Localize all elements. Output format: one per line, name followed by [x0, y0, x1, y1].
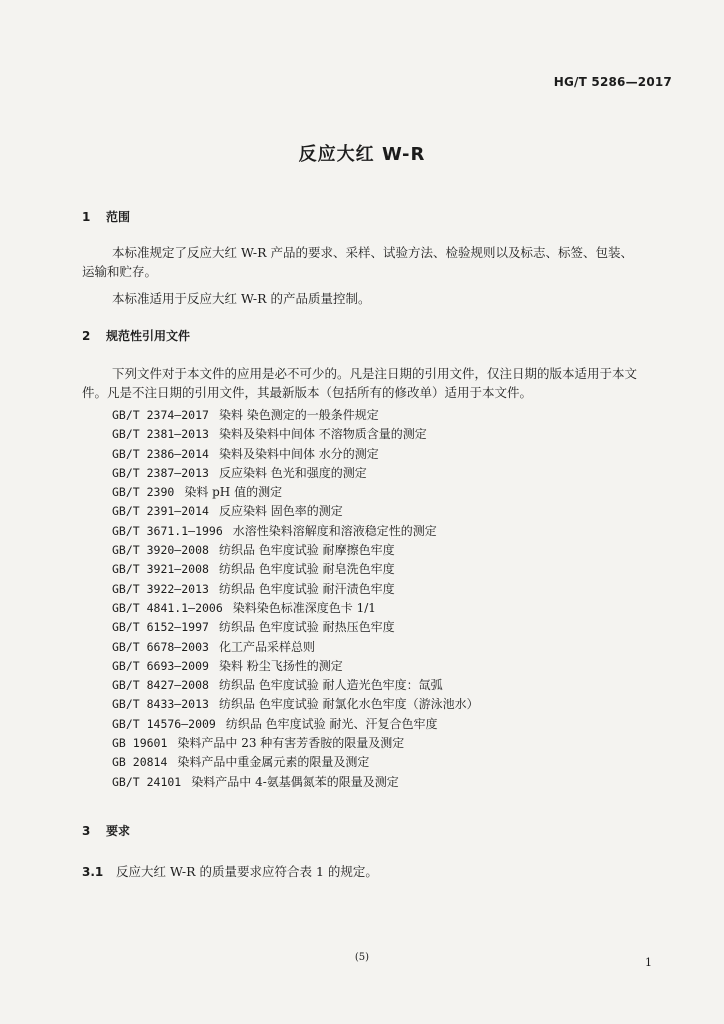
reference-item — [112, 753, 672, 772]
reference-title: 染料 pH 值的测定 — [184, 485, 283, 500]
reference-code: GB/T 24101 — [112, 774, 182, 789]
reference-code: GB/T 3671.1—1996 — [112, 523, 223, 538]
reference-item — [112, 425, 672, 444]
reference-title: 染料及染料中间体 水分的测定 — [218, 446, 379, 461]
reference-list — [112, 406, 672, 792]
section-title: 规范性引用文件 — [106, 329, 191, 343]
reference-title: 纺织品 色牢度试验 耐汗渍色牢度 — [218, 581, 395, 596]
reference-code: GB/T 2390 — [112, 485, 175, 500]
reference-code: GB/T 6152—1997 — [112, 620, 209, 635]
reference-code: GB/T 3920—2008 — [112, 543, 209, 558]
reference-code: GB/T 2391—2014 — [112, 504, 209, 519]
reference-code: GB 19601 — [112, 736, 168, 751]
reference-title: 反应染料 色光和强度的测定 — [218, 465, 367, 480]
paragraph-line: 本标准适用于反应大红 W-R 的产品质量控制。 — [112, 291, 371, 306]
reference-code: GB/T 2374—2017 — [112, 408, 209, 422]
reference-title: 染料 粉尘飞扬性的测定 — [218, 658, 343, 673]
reference-item — [112, 715, 672, 734]
reference-code: GB/T 6693—2009 — [112, 658, 209, 673]
reference-code: GB/T 2386—2014 — [112, 446, 209, 461]
reference-item — [112, 580, 672, 599]
paragraph-line: 件。凡是不注日期的引用文件，其最新版本（包括所有的修改单）适用于本文件。 — [82, 385, 533, 400]
reference-item — [112, 541, 672, 560]
clause-text: 反应大红 W-R 的质量要求应符合表 1 的规定。 — [116, 864, 378, 879]
reference-title: 水溶性染料溶解度和溶液稳定性的测定 — [232, 523, 437, 538]
page-title: 反应大红 W-R — [298, 144, 426, 165]
reference-item — [112, 560, 672, 579]
reference-code: GB/T 3921—2008 — [112, 562, 209, 577]
reference-item — [112, 445, 672, 464]
section-number: 3 — [82, 824, 91, 838]
reference-item — [112, 734, 672, 753]
reference-title: 反应染料 固色率的测定 — [218, 504, 343, 519]
page-number: 1 — [645, 956, 652, 969]
reference-code: GB/T 2381—2013 — [112, 427, 209, 442]
reference-item — [112, 406, 672, 425]
reference-item — [112, 773, 672, 792]
reference-title: 染料 染色测定的一般条件规定 — [218, 408, 379, 422]
paragraph-line: 运输和贮存。 — [82, 264, 158, 279]
reference-item — [112, 657, 672, 676]
reference-title: 染料产品中 4-氨基偶氮苯的限量及测定 — [191, 774, 399, 789]
reference-title: 化工产品采样总则 — [218, 639, 315, 654]
section-1-heading — [82, 208, 130, 225]
clause-3-1 — [82, 862, 378, 880]
reference-title: 染料及染料中间体 不溶物质含量的测定 — [218, 427, 427, 442]
reference-title: 纺织品 色牢度试验 耐皂洗色牢度 — [218, 562, 395, 577]
reference-code: GB/T 2387—2013 — [112, 465, 209, 480]
paragraph-line: 本标准规定了反应大红 W-R 产品的要求、采样、试验方法、检验规则以及标志、标签、包装、 — [112, 245, 634, 260]
reference-item — [112, 483, 672, 502]
reference-title: 染料染色标准深度色卡 1/1 — [232, 600, 376, 615]
reference-title: 纺织品 色牢度试验 耐光、汗复合色牢度 — [225, 716, 438, 731]
reference-code: GB 20814 — [112, 755, 168, 770]
reference-code: GB/T 8427—2008 — [112, 678, 209, 693]
reference-title: 染料产品中 23 种有害芳香胺的限量及测定 — [177, 736, 405, 751]
section-2-heading — [82, 327, 190, 344]
reference-item — [112, 695, 672, 714]
reference-title: 纺织品 色牢度试验 耐人造光色牢度：氙弧 — [218, 678, 443, 693]
section-title: 范围 — [106, 210, 131, 224]
reference-code: GB/T 6678—2003 — [112, 639, 209, 654]
reference-title: 纺织品 色牢度试验 耐摩擦色牢度 — [218, 543, 395, 558]
reference-item — [112, 676, 672, 695]
reference-title: 纺织品 色牢度试验 耐热压色牢度 — [218, 620, 395, 635]
reference-code: GB/T 3922—2013 — [112, 581, 209, 596]
reference-title: 纺织品 色牢度试验 耐氯化水色牢度（游泳池水） — [218, 697, 479, 712]
section-number: 1 — [82, 210, 91, 224]
paragraph-line: 下列文件对于本文件的应用是必不可少的。凡是注日期的引用文件，仅注日期的版本适用于本文 — [112, 366, 638, 381]
section-3-heading — [82, 822, 130, 839]
page-marker: (5) — [354, 952, 370, 963]
reference-item — [112, 502, 672, 521]
section-title: 要求 — [106, 824, 131, 838]
reference-code: GB/T 14576—2009 — [112, 716, 216, 731]
reference-code: GB/T 4841.1—2006 — [112, 600, 223, 615]
reference-item — [112, 618, 672, 637]
reference-item — [112, 464, 672, 483]
clause-number: 3.1 — [82, 865, 104, 879]
section-number: 2 — [82, 329, 91, 343]
reference-item — [112, 522, 672, 541]
reference-code: GB/T 8433—2013 — [112, 697, 209, 712]
reference-item — [112, 638, 672, 657]
reference-item — [112, 599, 672, 618]
standard-code: HG/T 5286—2017 — [553, 75, 672, 89]
reference-title: 染料产品中重金属元素的限量及测定 — [177, 755, 370, 770]
